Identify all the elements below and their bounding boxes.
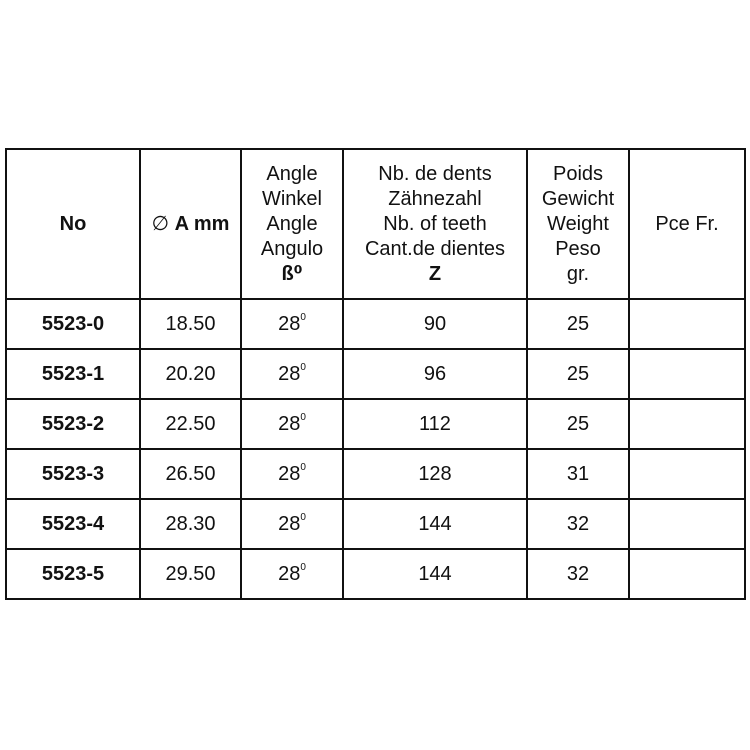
header-pce-label: Pce Fr. — [655, 212, 719, 235]
cell-a-mm: 18.50 — [140, 299, 241, 349]
degree-mark: 0 — [300, 361, 306, 373]
cell-angle — [241, 449, 343, 499]
degree-mark: 0 — [300, 311, 306, 323]
cell-teeth: 112 — [343, 399, 527, 449]
header-no — [6, 149, 140, 299]
header-row — [6, 149, 745, 299]
cell-teeth: 128 — [343, 449, 527, 499]
cell-a-mm: 20.20 — [140, 349, 241, 399]
table-row — [6, 499, 745, 549]
header-teeth — [343, 149, 527, 299]
degree-mark: 0 — [300, 511, 306, 523]
cell-no: 5523-4 — [6, 499, 140, 549]
header-teeth-line: Nb. de dents — [378, 162, 492, 185]
cell-angle — [241, 549, 343, 599]
cell-teeth: 90 — [343, 299, 527, 349]
table-row — [6, 349, 745, 399]
cell-angle — [241, 349, 343, 399]
cell-teeth: 96 — [343, 349, 527, 399]
cell-pce — [629, 449, 745, 499]
header-weight-line: Weight — [547, 212, 609, 235]
header-weight-line: Peso — [555, 237, 601, 260]
spec-table — [5, 148, 746, 600]
header-diameter — [140, 149, 241, 299]
cell-weight: 25 — [527, 399, 629, 449]
table-row — [6, 449, 745, 499]
header-diameter-label: A mm — [174, 212, 230, 235]
degree-mark: 0 — [300, 561, 306, 573]
angle-value: 28 — [278, 412, 301, 435]
cell-pce — [629, 349, 745, 399]
cell-teeth: 144 — [343, 499, 527, 549]
header-teeth-line: Zähnezahl — [388, 187, 482, 210]
table-row — [6, 399, 745, 449]
header-weight-line: Gewicht — [541, 187, 615, 210]
angle-value: 28 — [278, 512, 301, 535]
cell-no: 5523-0 — [6, 299, 140, 349]
header-angle-line: Winkel — [261, 187, 322, 210]
cell-pce — [629, 399, 745, 449]
cell-weight: 25 — [527, 349, 629, 399]
cell-a-mm: 22.50 — [140, 399, 241, 449]
header-angle-line: Angle — [266, 212, 318, 235]
cell-weight: 32 — [527, 499, 629, 549]
angle-value: 28 — [278, 312, 301, 335]
table-row — [6, 549, 745, 599]
diameter-icon: ∅ — [151, 212, 170, 235]
table-row — [6, 299, 745, 349]
cell-no: 5523-5 — [6, 549, 140, 599]
cell-angle — [241, 499, 343, 549]
cell-angle — [241, 399, 343, 449]
angle-value: 28 — [278, 462, 301, 485]
cell-no: 5523-2 — [6, 399, 140, 449]
header-no-label: No — [59, 212, 87, 235]
cell-angle — [241, 299, 343, 349]
header-angle-line: Angulo — [260, 237, 324, 260]
cell-no: 5523-3 — [6, 449, 140, 499]
header-angle-symbol: ß⁰ — [281, 262, 303, 285]
angle-value: 28 — [278, 562, 301, 585]
degree-mark: 0 — [300, 411, 306, 423]
cell-a-mm: 28.30 — [140, 499, 241, 549]
degree-mark: 0 — [300, 461, 306, 473]
cell-teeth: 144 — [343, 549, 527, 599]
cell-a-mm: 26.50 — [140, 449, 241, 499]
cell-weight: 25 — [527, 299, 629, 349]
cell-pce — [629, 549, 745, 599]
header-angle-line: Angle — [266, 162, 318, 185]
cell-weight: 31 — [527, 449, 629, 499]
header-teeth-line: Nb. of teeth — [383, 212, 487, 235]
cell-a-mm: 29.50 — [140, 549, 241, 599]
cell-no: 5523-1 — [6, 349, 140, 399]
header-angle — [241, 149, 343, 299]
header-weight-line: Poids — [552, 162, 604, 185]
header-teeth-line: Cant.de dientes — [364, 237, 506, 260]
header-pce — [629, 149, 745, 299]
header-teeth-symbol: Z — [428, 262, 442, 285]
cell-pce — [629, 499, 745, 549]
cell-pce — [629, 299, 745, 349]
cell-weight: 32 — [527, 549, 629, 599]
header-weight — [527, 149, 629, 299]
header-weight-line: gr. — [566, 262, 590, 285]
angle-value: 28 — [278, 362, 301, 385]
